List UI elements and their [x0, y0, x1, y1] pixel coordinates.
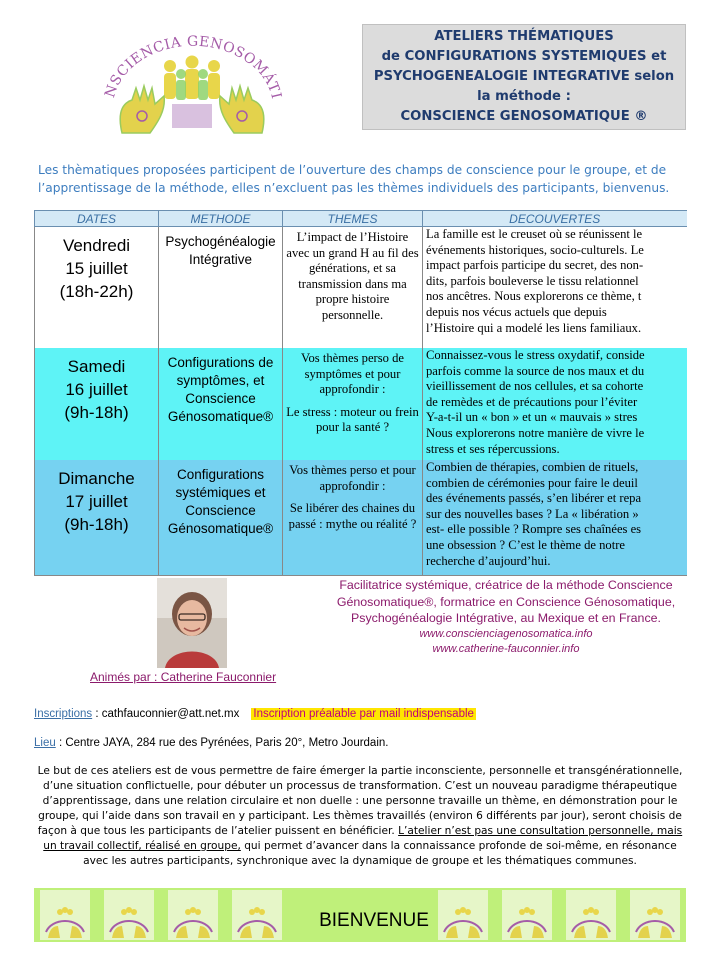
inscriptions-email: : cathfauconnier@att.net.mx [92, 708, 240, 720]
discoveries-cell [423, 348, 687, 460]
theme-text: Se libérer des chaines du passé : mythe ou réalité ? [288, 501, 417, 531]
footer-logo-icon [630, 890, 680, 940]
footer-logo-icon [438, 890, 488, 940]
footer-logo-icon [104, 890, 154, 940]
discoveries-cell [423, 460, 687, 576]
header-decouvertes: DECOUVERTES [423, 211, 687, 227]
discovery-line: La famille est le creuset où se réunissent le [426, 227, 643, 241]
header-methode: METHODE [159, 211, 283, 227]
date-day: Vendredi [62, 236, 131, 255]
discoveries-cell [423, 227, 687, 349]
discovery-line: stress et ses répercussions. [426, 441, 560, 456]
bio-link[interactable]: www.catherine-fauconnier.info [432, 642, 580, 655]
title-line: la méthode : [477, 89, 571, 104]
date-day-month: 15 juillet [65, 259, 128, 278]
header-dates: DATES [35, 211, 159, 227]
discovery-line: des événements passés, s’en libérer et repa [426, 491, 642, 506]
theme-text: Vos thèmes perso et pour approfondir : [289, 463, 416, 493]
discovery-line: de remèdes et de précautions pour l’éviter [426, 394, 638, 409]
discovery-line: sur des nouvelles bases ? La « libération » [426, 506, 639, 521]
discovery-line: vieillissement de nos cellules, et sa cohorte [426, 379, 644, 394]
facilitator-bio [330, 577, 682, 657]
description-part: qui permet d’avancer dans la connaissance profonde de soi-même, en résonance avec les autres participants, synchronique avec la dynamique de groupe et les thématiques communes. [83, 840, 677, 867]
theme-text: Vos thèmes perso de symptômes et pour approfondir : [301, 351, 404, 396]
footer-logo-icon [168, 890, 218, 940]
discovery-line: parfois comme la source de nos maux et du [426, 363, 645, 378]
themes-cell [283, 227, 423, 349]
theme-text: Le stress : moteur ou frein pour la santé ? [286, 404, 419, 434]
discovery-line: une obsession ? C’est le thème de notre [426, 537, 625, 552]
title-line: de CONFIGURATIONS SYSTEMIQUES et [381, 49, 667, 64]
discovery-line: dits, parfois bouleverse le tissu relationnel [426, 273, 639, 288]
date-hours: (18h-22h) [59, 282, 134, 301]
date-cell [35, 460, 159, 576]
title-line: CONSCIENCE GENOSOMATIQUE ® [400, 109, 648, 124]
date-day-month: 16 juillet [65, 380, 128, 399]
themes-cell [283, 348, 423, 460]
title-box [362, 24, 686, 130]
discovery-line: Y-a-t-il un « bon » et un « mauvais » stres [426, 410, 638, 425]
inscriptions-line [34, 708, 476, 720]
discovery-line: impact parfois participe du secret, des non- [426, 258, 644, 273]
welcome-text: BIENVENUE [319, 910, 429, 931]
discovery-line: recherche d’aujourd’hui. [426, 553, 551, 568]
table-row [35, 227, 687, 349]
description-part: Le but de ces ateliers est de vous permettre de faire émerger la partie inconsciente, personnelle et transgénérationnelle, d’une situation conflictuelle, pour débuter un processus de transformation. C’est un nouveau paradigme thérapeutique d’apprentissage, dans une relation circulaire et non duelle : une personne travaille un thème, en démonstration pour le groupe, qui l’aide dans son travail en y participant. Les thèmes travaillés (environ 6 différents par jour), seront choisis de façon à que tous les participants de l’atelier puissent en bénéficier. [37, 765, 683, 837]
discovery-line: combien de cérémonies pour faire le deuil [426, 475, 638, 490]
schedule-table [34, 210, 687, 576]
lieu-address: : Centre JAYA, 284 rue des Pyrénées, Paris 20°, Metro Jourdain. [55, 737, 389, 749]
inscriptions-label[interactable]: Inscriptions [34, 708, 93, 720]
date-hours: (9h-18h) [64, 403, 129, 422]
theme-text: L’impact de l’Histoire avec un grand H au fil des générations, et sa transmission dans ma propre histoire personnelle. [286, 230, 419, 322]
method-cell: Psychogénéalogie Intégrative [159, 227, 283, 349]
date-day-month: 17 juillet [65, 492, 128, 511]
method-cell: Configurations de symptômes, et Conscience Génosomatique® [159, 348, 283, 460]
footer-logo-icon [232, 890, 282, 940]
date-cell [35, 227, 159, 349]
intro-text: Les thèmatiques proposées participent de l’ouverture des champs de conscience pour le groupe, et de l’apprentissage de la méthode, elles n’excluent pas les thèmes individuels des participants, bienvenus. [38, 163, 670, 195]
themes-cell [283, 460, 423, 576]
portrait-icon [157, 578, 227, 668]
lieu-line [34, 737, 388, 749]
header-themes: THEMES [283, 211, 423, 227]
title-line: PSYCHOGENEALOGIE INTEGRATIVE selon [373, 69, 675, 84]
table-row [35, 348, 687, 460]
footer-logo-icon [502, 890, 552, 940]
facilitator-photo [157, 578, 227, 668]
logo-text: NSCIENCIA GENOSOMÁTI [102, 33, 285, 101]
discovery-line: Combien de thérapies, combien de rituels, [426, 460, 639, 474]
discovery-line: est- elle possible ? Rompre ses chaînées es [426, 522, 642, 537]
description-underlined: L’atelier n’est pas une consultation personnelle, mais un travail collectif, réalisé en groupe, [43, 825, 683, 852]
lieu-label[interactable]: Lieu [34, 737, 56, 749]
discovery-line: depuis nos vécus actuels que depuis [426, 304, 607, 319]
footer-banner [34, 888, 686, 942]
animated-by: Animés par : Catherine Fauconnier [90, 670, 277, 684]
date-hours: (9h-18h) [64, 515, 129, 534]
discovery-line: Connaissez-vous le stress oxydatif, conside [426, 348, 645, 362]
title-line: ATELIERS THÉMATIQUES [434, 29, 614, 44]
conscientia-logo-icon [92, 18, 292, 136]
date-day: Samedi [67, 357, 126, 376]
discovery-line: l’Histoire qui a modelé les liens familiaux. [426, 320, 642, 335]
bio-link[interactable]: www.conscienciagenosomatica.info [419, 627, 593, 640]
logo [92, 18, 292, 136]
footer-logo-icon [566, 890, 616, 940]
inscription-notice: Inscription préalable par mail indispensable [253, 708, 474, 720]
date-day: Dimanche [58, 469, 135, 488]
discovery-line: nos ancêtres. Nous explorerons ce thème, t [426, 289, 642, 304]
method-cell: Configurations systémiques et Conscience Génosomatique® [159, 460, 283, 576]
date-cell [35, 348, 159, 460]
discovery-line: Nous explorerons notre manière de vivre le [426, 425, 645, 440]
discovery-line: événements historiques, socio-culturels. Le [426, 242, 644, 257]
table-row [35, 460, 687, 576]
bio-text: Facilitatrice systémique, créatrice de la méthode Conscience Génosomatique®, formatrice en Conscience Génosomatique, Psychogénéalogie Intégrative, au Mexique et en France. [336, 578, 676, 625]
table-header-row [35, 211, 687, 227]
workshop-description [34, 764, 686, 869]
footer-logo-icon [40, 890, 90, 940]
